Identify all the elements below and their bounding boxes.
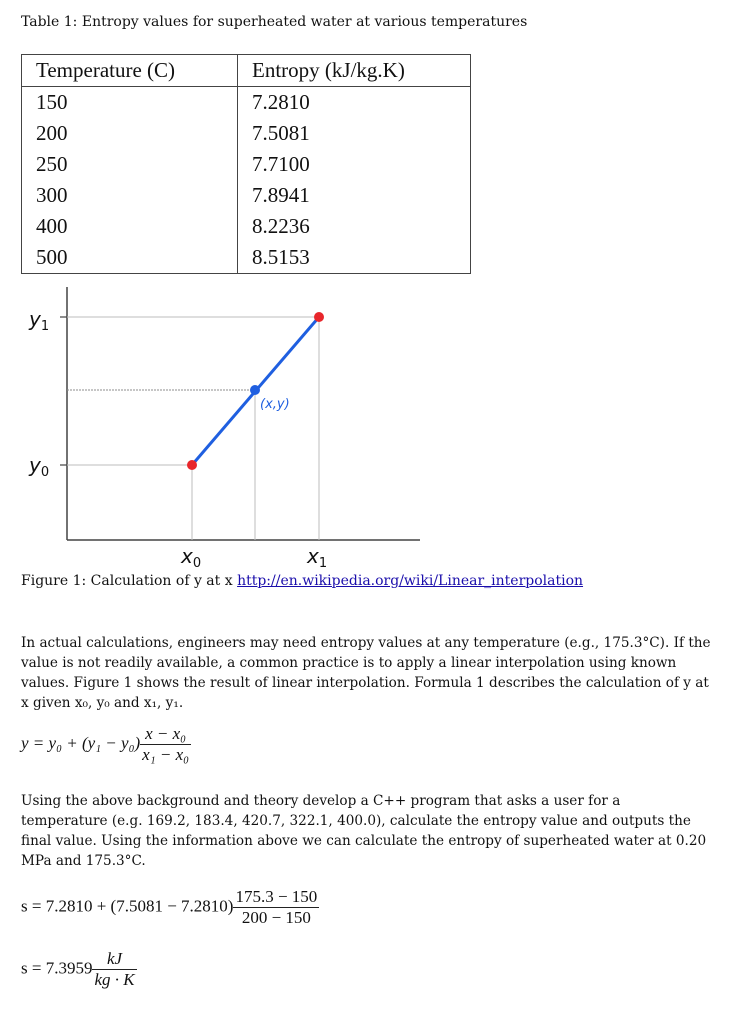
- formula3-numerator: kJ: [92, 949, 136, 970]
- entropy-cell: 8.2236: [238, 211, 471, 242]
- table-row: [22, 149, 471, 180]
- y1-label: $y_1$: [29, 307, 50, 334]
- point-x1-y1: [314, 312, 324, 322]
- entropy-cell: 7.8941: [238, 180, 471, 211]
- entropy-cell: 7.7100: [238, 149, 471, 180]
- formula1-denominator: x₁ − x₀: [142, 745, 190, 764]
- temperature-cell: 150: [22, 87, 238, 119]
- x0-label: $x_0$: [181, 544, 202, 571]
- point-x-y: [250, 385, 260, 395]
- interpolation-figure: [0, 280, 731, 572]
- formula-entropy-result: [21, 949, 137, 990]
- table-caption: Table 1: Entropy values for superheated water at various temperatures: [21, 14, 528, 30]
- paragraph-intro: In actual calculations, engineers may need entropy values at any temperature (e.g., 175.3°C). If the value is not readily available, a common practice is to apply a linear interpolation using known values. Figure 1 shows the result of linear interpolation. Formula 1 describes the calculation of y at x given x₀, y₀ and x₁, y₁.: [21, 635, 711, 711]
- temperature-cell: 200: [22, 118, 238, 149]
- formula-entropy-calc: [21, 887, 319, 928]
- formula1-numerator: x − x₀: [140, 724, 191, 745]
- formula2-lhs: s = 7.2810 + (7.5081 − 7.2810): [21, 896, 234, 916]
- entropy-cell: 7.2810: [238, 87, 471, 119]
- temperature-cell: 300: [22, 180, 238, 211]
- entropy-cell: 8.5153: [238, 242, 471, 274]
- wikipedia-link[interactable]: http://en.wikipedia.org/wiki/Linear_interpolation: [237, 573, 584, 589]
- table-row: [22, 118, 471, 149]
- table-header-row: [22, 55, 471, 87]
- point-x-y-label: (x,y): [260, 397, 290, 412]
- formula3-lhs: s = 7.3959: [21, 958, 93, 978]
- formula2-numerator: 175.3 − 150: [235, 887, 318, 906]
- table-row: [22, 242, 471, 274]
- temperature-cell: 250: [22, 149, 238, 180]
- y0-label: $y_0$: [29, 453, 50, 480]
- formula2-denominator: 200 − 150: [241, 908, 311, 927]
- header-entropy: Entropy (kJ/kg.K): [238, 55, 471, 87]
- formula1-lhs: y = y₀ + (y₁ − y₀): [21, 733, 141, 753]
- figure-caption: [21, 573, 583, 589]
- table-row: [22, 180, 471, 211]
- table-row: [22, 211, 471, 242]
- x1-label: $x_1$: [307, 544, 328, 571]
- header-temperature: Temperature (C): [22, 55, 238, 87]
- formula-interpolation: [21, 724, 191, 765]
- formula3-denominator: kg · K: [94, 970, 135, 989]
- point-x0-y0: [187, 460, 197, 470]
- figure-caption-text: Figure 1: Calculation of y at x: [21, 573, 238, 589]
- paragraph-task: Using the above background and theory develop a C++ program that asks a user for a temperature (e.g. 169.2, 183.4, 420.7, 322.1, 400.0), calculate the entropy value and outputs the final value. Using the information above we can calculate the entropy of superheated water at 0.20 MPa and 175.3°C.: [21, 793, 707, 869]
- entropy-table: [21, 54, 471, 274]
- table-row: [22, 87, 471, 119]
- temperature-cell: 400: [22, 211, 238, 242]
- entropy-cell: 7.5081: [238, 118, 471, 149]
- temperature-cell: 500: [22, 242, 238, 274]
